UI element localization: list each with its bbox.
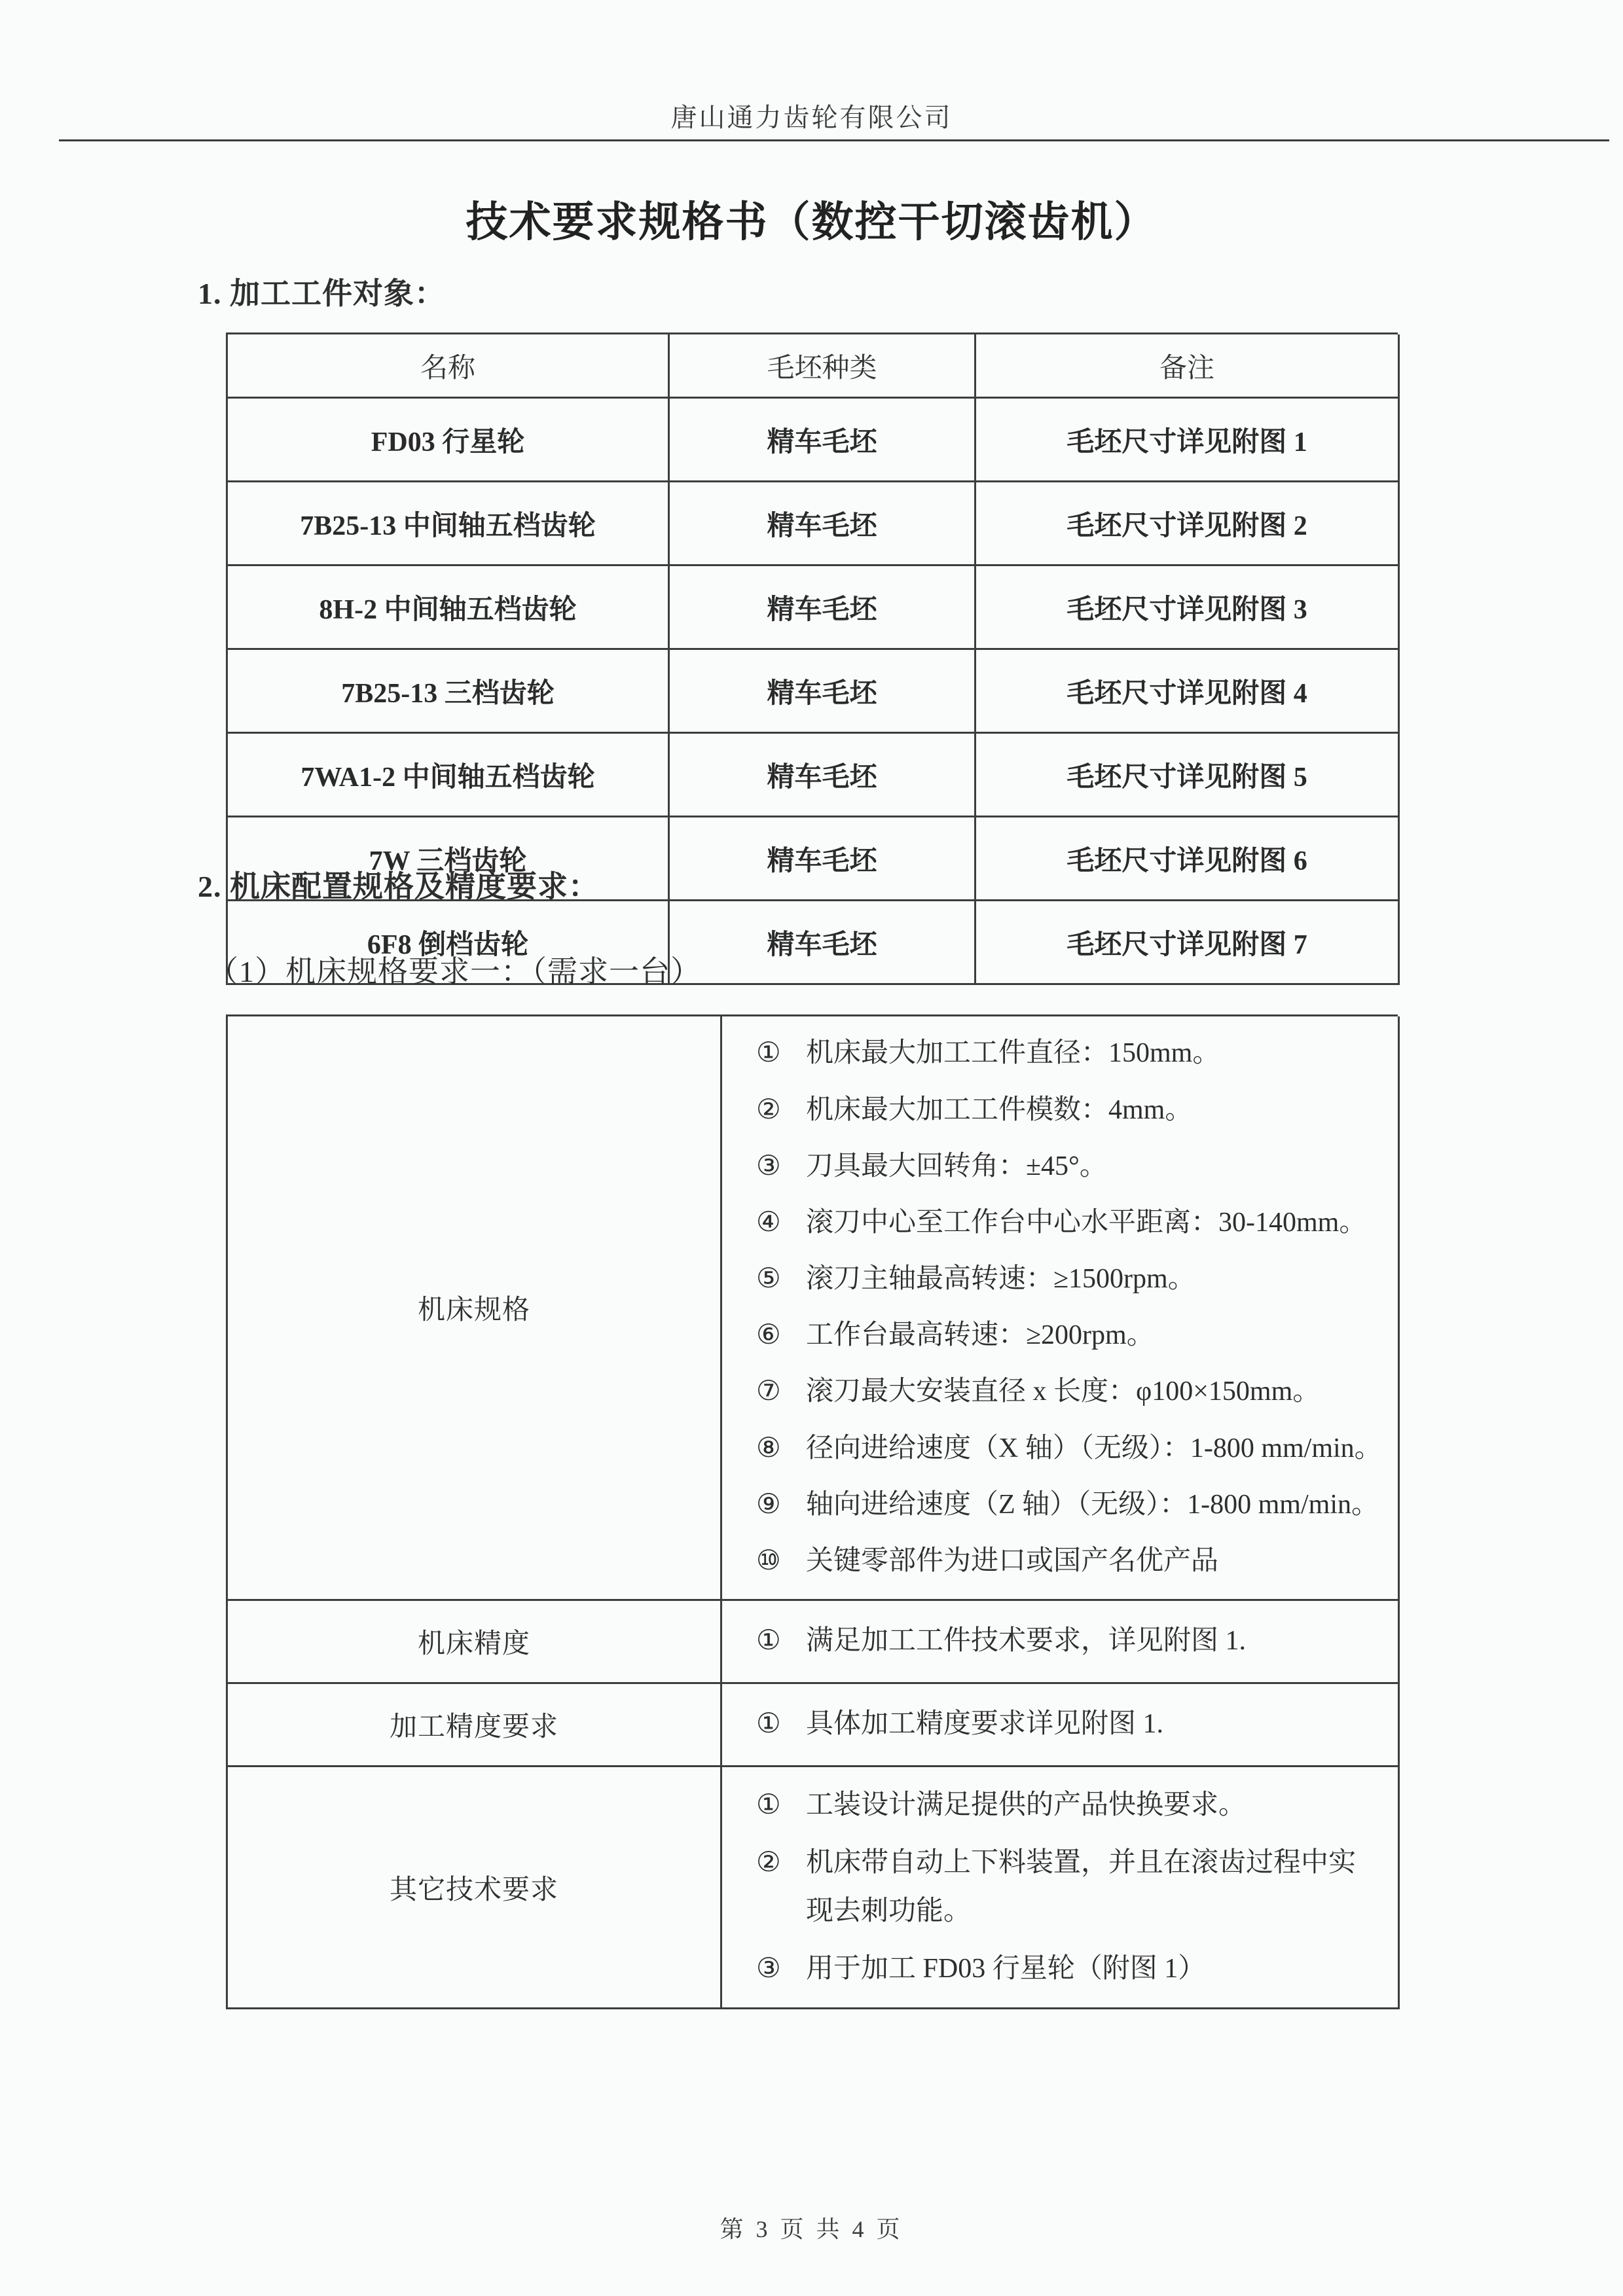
table-cell: 8H-2 中间轴五档齿轮: [228, 566, 670, 650]
table-cell: 毛坯尺寸详见附图 1: [976, 399, 1400, 482]
item-text: 具体加工精度要求详见附图 1.: [806, 1709, 1164, 1740]
item-text: 工作台最高转速：≥200rpm。: [806, 1320, 1154, 1351]
list-item: [756, 1537, 1382, 1586]
list-item: [756, 1199, 1382, 1247]
spec-table: [226, 1014, 1398, 2009]
table-cell: 毛坯尺寸详见附图 3: [976, 566, 1400, 650]
machine-precision-items: [722, 1601, 1400, 1684]
list-item: [756, 1481, 1382, 1530]
table-cell: 精车毛坯: [670, 566, 976, 650]
item-text: 工装设计满足提供的产品快换要求。: [806, 1789, 1247, 1820]
list-item: [756, 1086, 1382, 1135]
row-label-machine-spec: 机床规格: [228, 1016, 722, 1601]
list-item: [756, 1700, 1163, 1749]
item-text: 满足加工工件技术要求，详见附图 1.: [806, 1626, 1247, 1657]
item-text: 轴向进给速度（Z 轴）（无级）：1-800 mm/min。: [806, 1489, 1379, 1520]
item-text: 滚刀中心至工作台中心水平距离：30-140mm。: [806, 1207, 1367, 1238]
page-footer: 第 3 页 共 4 页: [720, 2216, 903, 2242]
list-item: [756, 1782, 1382, 1830]
item-text: 径向进给速度（X 轴）（无级）：1-800 mm/min。: [806, 1433, 1382, 1463]
list-item: [756, 1945, 1382, 1994]
machining-precision-items: [722, 1684, 1400, 1767]
item-marker: ①: [756, 1709, 781, 1740]
item-text: 滚刀主轴最高转速：≥1500rpm。: [806, 1264, 1195, 1295]
table-cell: FD03 行星轮: [228, 399, 670, 482]
machine-spec-items: [722, 1016, 1400, 1601]
header-rule: [59, 139, 1609, 141]
table-cell: 精车毛坯: [670, 901, 976, 985]
item-text: 关键零部件为进口或国产名优产品: [806, 1546, 1219, 1577]
table-cell: 精车毛坯: [670, 399, 976, 482]
list-item: [756, 1255, 1382, 1304]
page-title: 技术要求规格书（数控干切滚齿机）: [465, 199, 1158, 245]
list-item: [756, 1425, 1382, 1473]
item-marker: ③: [756, 1954, 781, 1984]
table-cell: 毛坯尺寸详见附图 2: [976, 482, 1400, 566]
column-header-blank-type: 毛坯种类: [670, 334, 976, 399]
item-text: 机床带自动上下料装置，并且在滚齿过程中实现去刺功能。: [806, 1848, 1357, 1926]
table-cell: 毛坯尺寸详见附图 6: [976, 817, 1400, 901]
list-item: [756, 1839, 1382, 1935]
list-item: [756, 1143, 1382, 1191]
row-label-machining-precision: 加工精度要求: [228, 1684, 722, 1767]
item-text: 机床最大加工工件直径：150mm。: [806, 1038, 1220, 1069]
section-2-heading: 2. 机床配置规格及精度要求：: [198, 870, 599, 903]
row-label-other-requirements: 其它技术要求: [228, 1767, 722, 2009]
table-cell: 7W 三档齿轮: [228, 817, 670, 901]
item-text: 用于加工 FD03 行星轮（附图 1）: [806, 1954, 1206, 1984]
item-marker: ④: [756, 1207, 781, 1238]
column-header-remark: 备注: [976, 334, 1400, 399]
item-marker: ⑤: [756, 1264, 781, 1295]
item-marker: ②: [756, 1094, 781, 1125]
table-cell: 7WA1-2 中间轴五档齿轮: [228, 734, 670, 817]
section-2-subheading: （1）机床规格要求一：（需求一台）: [208, 955, 701, 988]
list-item: [756, 1312, 1382, 1360]
table-cell: 精车毛坯: [670, 650, 976, 734]
table-cell: 精车毛坯: [670, 817, 976, 901]
list-item: [756, 1368, 1382, 1416]
table-cell: 精车毛坯: [670, 734, 976, 817]
table-cell: 7B25-13 三档齿轮: [228, 650, 670, 734]
section-1-heading: 1. 加工工件对象：: [198, 277, 445, 310]
item-marker: ①: [756, 1038, 781, 1069]
item-marker: ⑨: [756, 1489, 781, 1520]
item-marker: ⑦: [756, 1376, 781, 1407]
item-marker: ②: [756, 1848, 781, 1878]
table-cell: 毛坯尺寸详见附图 5: [976, 734, 1400, 817]
other-requirements-items: [722, 1767, 1400, 2009]
table-cell: 毛坯尺寸详见附图 4: [976, 650, 1400, 734]
table-cell: 6F8 倒档齿轮: [228, 901, 670, 985]
item-text: 滚刀最大安装直径 x 长度：φ100×150mm。: [806, 1376, 1321, 1407]
table-cell: 精车毛坯: [670, 482, 976, 566]
list-item: [756, 1617, 1246, 1666]
table-cell: 毛坯尺寸详见附图 7: [976, 901, 1400, 985]
item-text: 刀具最大回转角：±45°。: [806, 1151, 1107, 1181]
item-marker: ⑧: [756, 1433, 781, 1463]
item-marker: ①: [756, 1626, 781, 1657]
item-marker: ③: [756, 1151, 781, 1181]
table-cell: 7B25-13 中间轴五档齿轮: [228, 482, 670, 566]
row-label-machine-precision: 机床精度: [228, 1601, 722, 1684]
company-header: 唐山通力齿轮有限公司: [670, 103, 953, 132]
column-header-name: 名称: [228, 334, 670, 399]
item-marker: ⑩: [756, 1546, 781, 1577]
item-text: 机床最大加工工件模数：4mm。: [806, 1094, 1193, 1125]
item-marker: ⑥: [756, 1320, 781, 1351]
item-marker: ①: [756, 1789, 781, 1820]
list-item: [756, 1030, 1382, 1078]
